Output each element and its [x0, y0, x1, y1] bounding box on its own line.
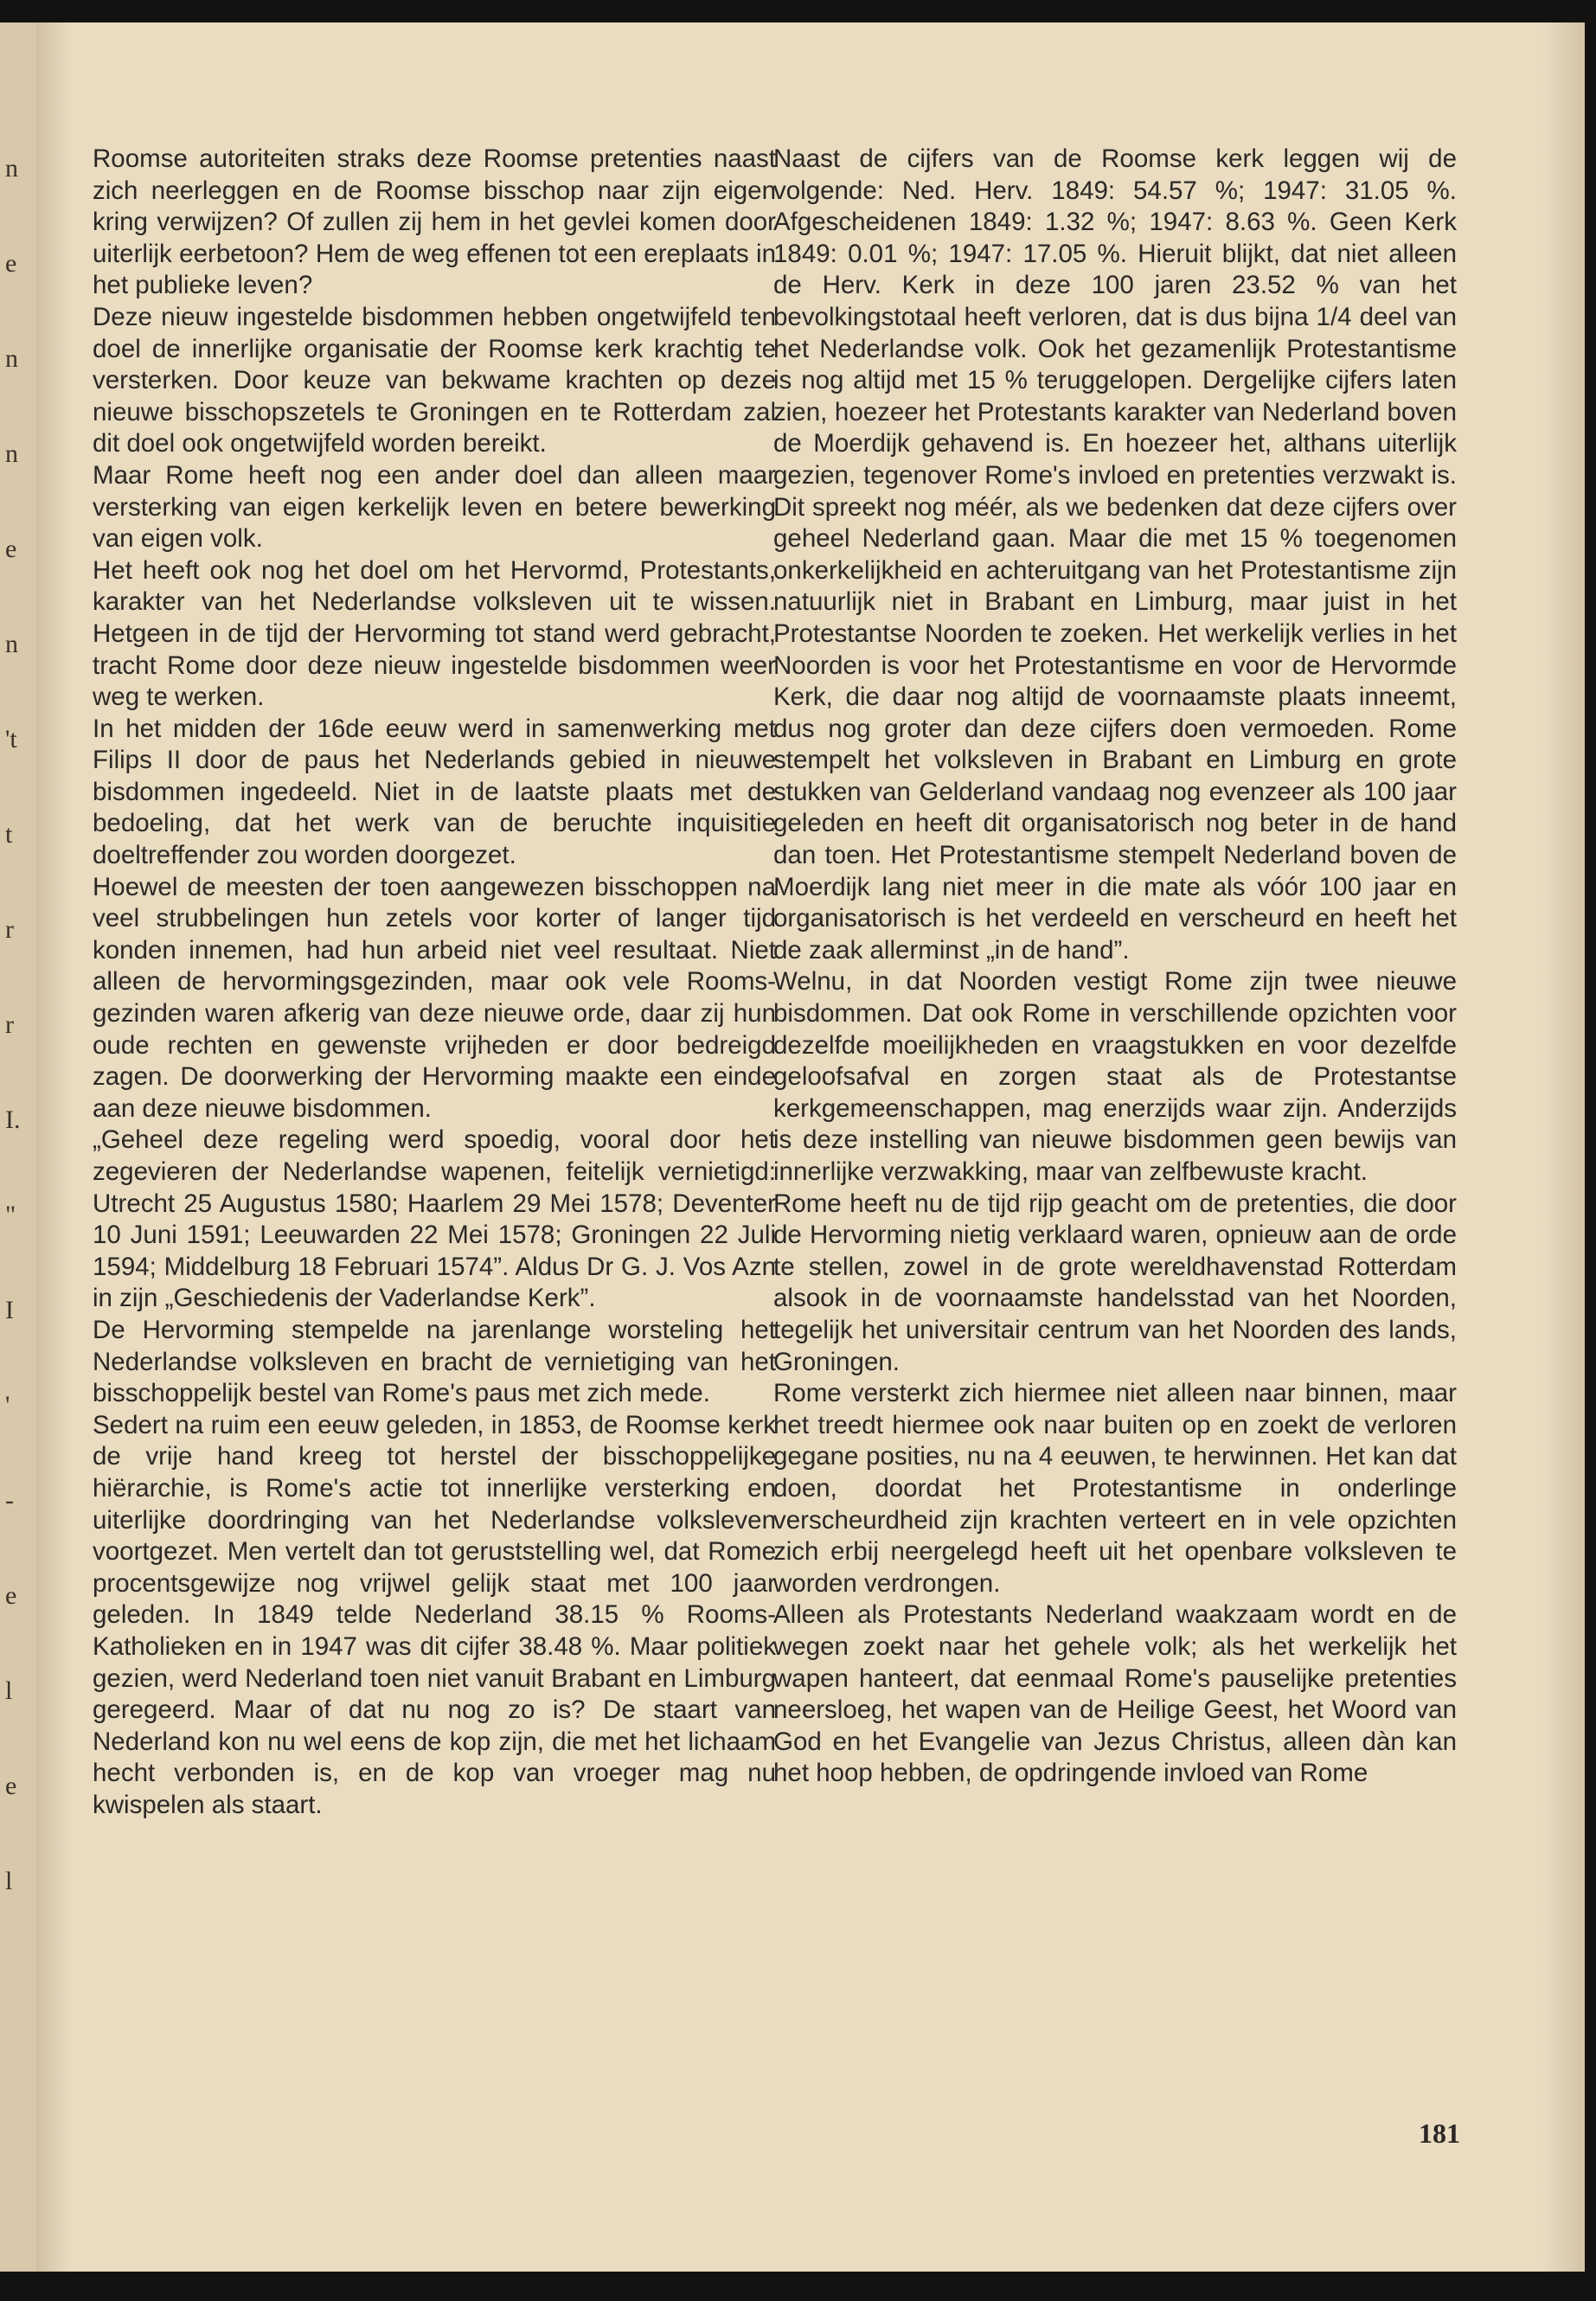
margin-fragment-letter: l — [5, 1676, 13, 1705]
margin-fragment-letter: r — [5, 1010, 14, 1039]
previous-page-edge — [0, 22, 36, 2272]
margin-fragment-letter: e — [5, 1772, 17, 1800]
paragraph: Rome versterkt zich hiermee niet alleen naar binnen, maar het treedt hiermee ook naar buiten op en zoekt de verloren gegane posities, nu na 4 eeuwen, te herwinnen. Het kan dat doen, doordat het Protestantisme in onderlinge verscheurdheid zijn krachten verteert en in vele opzichten zich erbij neergelegd heeft uit het openbare volksleven te worden verdrongen. — [773, 1379, 1457, 1598]
paragraph: Maar Rome heeft nog een ander doel dan alleen maar versterking van eigen kerkelijk leven en betere bewerking van eigen volk. — [93, 460, 776, 554]
margin-fragment-letter: e — [5, 1581, 17, 1610]
margin-fragment-letter: n — [5, 344, 18, 373]
margin-fragment-letter: e — [5, 249, 17, 278]
margin-fragment-letter: " — [5, 1201, 16, 1229]
paragraph: Naast de cijfers van de Roomse kerk leggen wij de volgende: Ned. Herv. 1849: 54.57 %; 1947: 31.05 %. Afgescheidenen 1849: 1.32 %; 1947: 8.63 %. Geen Kerk 1849: 0.01 %; 1947: 17.05 %. Hieruit blijkt, dat niet alleen de Herv. Kerk in deze 100 jaren 23.52 % van het bevolkingstotaal heeft verloren, dat is dus bijna 1/4 deel van het Nederlandse volk. Ook het gezamenlijk Protestantisme is nog altijd met 15 % teruggelopen. Dergelijke cijfers laten zien, hoezeer het Protestants karakter van Nederland boven de Moerdijk gehavend is. En hoezeer het, althans uiterlijk gezien, tegenover Rome's invloed en pretenties verzwakt is. Dit spreekt nog méér, als we bedenken dat deze cijfers over geheel Nederland gaan. Maar die met 15 % toegenomen onkerkelijkheid en achteruitgang van het Protestantisme zijn natuurlijk niet in Brabant en Limburg, maar juist in het Protestantse Noorden te zoeken. Het werkelijk verlies in het Noorden is voor het Protestantisme en voor de Hervormde Kerk, die daar nog altijd de voornaamste plaats inneemt, dus nog groter dan deze cijfers doen vermoeden. Rome stempelt het volksleven in Brabant en Limburg en grote stukken van Gelderland vandaag nog evenzeer als 100 jaar geleden en heeft dit organisatorisch nog beter in de hand dan toen. Het Protestantisme stempelt Nederland boven de Moerdijk lang niet meer in die mate als vóór 100 jaar en organisatorisch is het verdeeld en verscheurd en heeft het de zaak allerminst „in de hand”. — [773, 144, 1457, 965]
paragraph: Welnu, in dat Noorden vestigt Rome zijn twee nieuwe bisdommen. Dat ook Rome in verschillende opzichten voor dezelfde moeilijkheden en vraagstukken en voor dezelfde geloofsafval en zorgen staat als de Protestantse kerkgemeenschappen, mag enerzijds waar zijn. Anderzijds is deze instelling van nieuwe bisdommen geen bewijs van innerlijke verzwakking, maar van zelfbewuste kracht. — [773, 967, 1457, 1186]
paragraph: Deze nieuw ingestelde bisdommen hebben ongetwijfeld ten doel de innerlijke organisatie der Roomse kerk krachtig te versterken. Door keuze van bekwame krachten op deze nieuwe bisschopszetels te Groningen en te Rotterdam zal dit doel ook ongetwijfeld worden bereikt. — [93, 302, 776, 458]
margin-fragment-letter: ' — [5, 1391, 10, 1420]
paragraph: Alleen als Protestants Nederland waakzaam wordt en de wegen zoekt naar het gehele volk; als het werkelijk het wapen hanteert, dat eenmaal Rome's pauselijke pretenties neersloeg, het wapen van de Heilige Geest, het Woord van God en het Evangelie van Jezus Christus, alleen dàn kan het hoop hebben, de opdringende invloed van Rome — [773, 1600, 1457, 1788]
paragraph: Roomse autoriteiten straks deze Roomse pretenties naast zich neerleggen en de Roomse bisschop naar zijn eigen kring verwijzen? Of zullen zij hem in het gevlei komen door uiterlijk eerbetoon? Hem de weg effenen tot een ereplaats in het publieke leven? — [93, 144, 776, 300]
left-column — [93, 144, 776, 1821]
margin-fragment-letter: - — [5, 1486, 14, 1515]
paragraph: „Geheel deze regeling werd spoedig, vooral door het zegevieren der Nederlandse wapenen, feitelijk vernietigd: Utrecht 25 Augustus 1580; Haarlem 29 Mei 1578; Deventer 10 Juni 1591; Leeuwarden 22 Mei 1578; Groningen 22 Juli 1594; Middelburg 18 Februari 1574”. Aldus Dr G. J. Vos Azn in zijn „Geschiedenis der Vaderlandse Kerk”. — [93, 1125, 776, 1313]
margin-fragment-letter: n — [5, 154, 18, 183]
paragraph: De Hervorming stempelde na jarenlange worsteling het Nederlandse volksleven en bracht de vernietiging van het bisschoppelijk bestel van Rome's paus met zich mede. — [93, 1315, 776, 1408]
paragraph: Hoewel de meesten der toen aangewezen bisschoppen na veel strubbelingen hun zetels voor korter of langer tijd konden innemen, had hun arbeid niet veel resultaat. Niet alleen de hervormingsgezinden, maar ook vele Rooms-gezinden waren afkerig van deze nieuwe orde, daar zij hun oude rechten en gewenste vrijheden er door bedreigd zagen. De doorwerking der Hervorming maakte een einde aan deze nieuwe bisdommen. — [93, 872, 776, 1123]
paragraph: Sedert na ruim een eeuw geleden, in 1853, de Roomse kerk de vrije hand kreeg tot herstel der bisschoppelijke hiërarchie, is Rome's actie tot innerlijke versterking en uiterlijke doordringing van het Nederlandse volksleven voortgezet. Men vertelt dan tot geruststelling wel, dat Rome procentsgewijze nog vrijwel gelijk staat met 100 jaar geleden. In 1849 telde Nederland 38.15 % Rooms-Katholieken en in 1947 was dit cijfer 38.48 %. Maar politiek gezien, werd Nederland toen niet vanuit Brabant en Limburg geregeerd. Maar of dat nu nog zo is? De staart van Nederland kon nu wel eens de kop zijn, die met het lichaam hecht verbonden is, en de kop van vroeger mag nu kwispelen als staart. — [93, 1410, 776, 1819]
paragraph: Het heeft ook nog het doel om het Hervormd, Protestants, karakter van het Nederlandse volksleven uit te wissen. Hetgeen in de tijd der Hervorming tot stand werd gebracht, tracht Rome door deze nieuw ingestelde bisdommen weer weg te werken. — [93, 555, 776, 712]
document-page — [36, 22, 1585, 2272]
margin-fragment-letter: e — [5, 535, 17, 563]
margin-fragment-letter: I — [5, 1296, 14, 1324]
margin-fragment-letter: t — [5, 820, 13, 849]
margin-fragment-letter: I. — [5, 1106, 21, 1134]
paragraph: In het midden der 16de eeuw werd in samenwerking met Filips II door de paus het Nederlands gebied in nieuwe bisdommen ingedeeld. Niet in de laatste plaats met de bedoeling, dat het werk van de beruchte inquisitie doeltreffender zou worden doorgezet. — [93, 714, 776, 870]
paragraph: Rome heeft nu de tijd rijp geacht om de pretenties, die door de Hervorming nietig verklaard waren, opnieuw aan de orde te stellen, zowel in de grote wereldhavenstad Rotterdam alsook in de voornaamste handelsstad van het Noorden, tegelijk het universitair centrum van het Noorden des lands, Groningen. — [773, 1189, 1457, 1376]
margin-fragment-letter: n — [5, 630, 18, 658]
margin-fragment-letter: 't — [5, 725, 17, 753]
margin-fragment-letter: l — [5, 1867, 13, 1895]
right-column — [773, 144, 1457, 1790]
page-number: 181 — [1419, 2118, 1460, 2149]
margin-fragment-letter: r — [5, 915, 14, 944]
margin-fragment-letter: n — [5, 439, 18, 468]
